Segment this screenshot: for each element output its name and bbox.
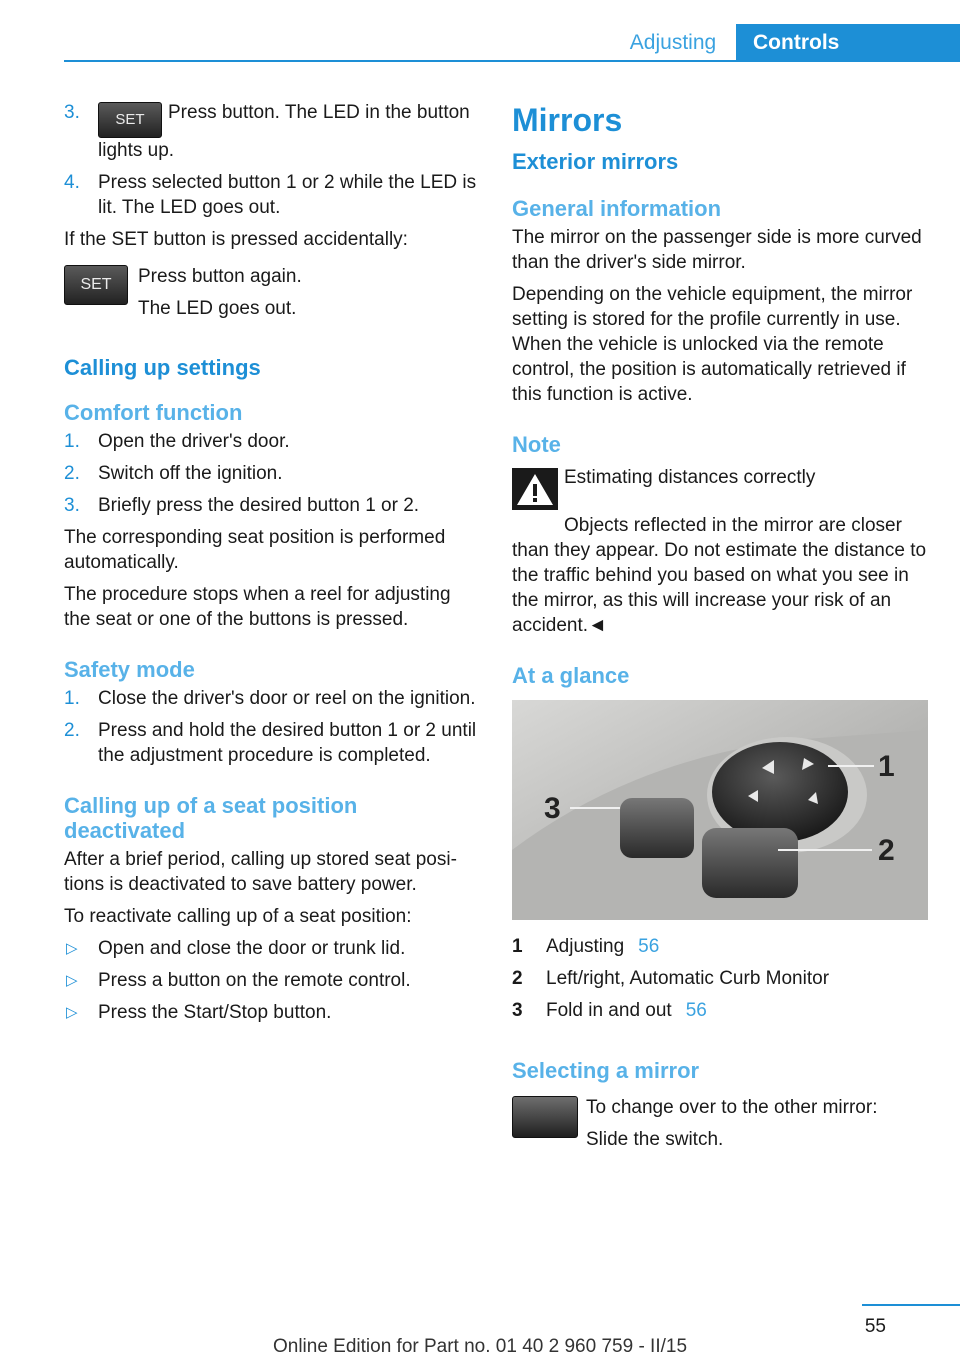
subsection-heading: Selecting a mirror bbox=[512, 1058, 700, 1083]
list-item: 1. Close the driver's door or reel on the ignition. bbox=[64, 688, 476, 709]
selecting-text: To change over to the other mirror: bbox=[586, 1097, 878, 1118]
page-title: Mirrors bbox=[512, 102, 623, 138]
step-number: 4. bbox=[64, 172, 80, 193]
note-title: Estimating distances correctly bbox=[564, 467, 816, 488]
general-paragraph: The mirror on the passenger side is more curved than the driver's side mirror. bbox=[512, 227, 922, 273]
bullet-triangle-icon: ▷ bbox=[66, 1004, 78, 1021]
list-item: ▷ Press the Start/Stop button. bbox=[66, 1002, 332, 1023]
table-row: 2 Left/right, Automatic Curb Monitor bbox=[512, 968, 830, 989]
subsection-heading: Safety mode bbox=[64, 657, 195, 682]
safety-steps bbox=[64, 686, 480, 768]
comfort-paragraph: The procedure stops when a reel for adjusting the seat or one of the buttons is pressed. bbox=[64, 584, 451, 630]
subsection-heading: General information bbox=[512, 196, 722, 221]
comfort-paragraph: The corresponding seat position is performed automatically. bbox=[64, 527, 446, 573]
list-item: 2. Switch off the ignition. bbox=[64, 463, 283, 484]
set-button-icon: SET bbox=[98, 102, 162, 138]
section-heading: Calling up settings bbox=[64, 355, 261, 380]
right-column bbox=[512, 100, 928, 1167]
again-text: Press button again. bbox=[138, 266, 302, 287]
bullet-triangle-icon: ▷ bbox=[66, 940, 78, 957]
table-row: 3 Fold in and out 56 bbox=[512, 1000, 707, 1021]
step-text: Press selected button 1 or 2 while the LED is lit. The LED goes out. bbox=[98, 172, 477, 218]
figure-label-2: 2 bbox=[878, 834, 895, 867]
figure-legend bbox=[512, 934, 928, 1030]
page-reference-link[interactable]: 56 bbox=[638, 936, 660, 957]
comfort-steps bbox=[64, 429, 480, 518]
reactivate-list bbox=[64, 936, 480, 1025]
set-steps bbox=[64, 100, 480, 220]
subsection-heading: Comfort function bbox=[64, 400, 243, 425]
warning-icon bbox=[512, 468, 558, 510]
step-number: 3. bbox=[64, 102, 80, 123]
deactivated-paragraph: After a brief period, calling up stored seat positions is deactivated to save battery power. bbox=[64, 849, 457, 895]
subsection-heading: Calling up of a seat position deactivated bbox=[64, 793, 358, 843]
subsection-heading: At a glance bbox=[512, 663, 630, 688]
figure-label-3: 3 bbox=[544, 792, 561, 825]
note-body: Objects reflected in the mirror are closer than they appear. Do not estimate the distance to the traffic behind you based on what you see in the mirror, as this will increase your risk of an accident.◄ bbox=[512, 515, 927, 636]
set-button-icon: SET bbox=[64, 265, 128, 305]
bullet-triangle-icon: ▷ bbox=[66, 972, 78, 989]
page-reference-link[interactable]: 56 bbox=[685, 1000, 707, 1021]
led-out-text: The LED goes out. bbox=[138, 298, 297, 319]
general-paragraph: Depending on the vehicle equipment, the mirror setting is stored for the profile currently in use. When the vehicle is unlocked via the remote control, the position is automatically retrieved if this function is active. bbox=[512, 284, 913, 405]
list-item bbox=[64, 100, 480, 163]
subsection-heading: Note bbox=[512, 432, 561, 457]
list-item: ▷ Press a button on the remote control. bbox=[66, 970, 411, 991]
header-chapter: Controls bbox=[736, 24, 960, 61]
list-item: ▷ Open and close the door or trunk lid. bbox=[66, 938, 406, 959]
header-section: Adjusting bbox=[629, 31, 717, 54]
note-block bbox=[512, 465, 928, 515]
selecting-text: Slide the switch. bbox=[586, 1129, 724, 1150]
header-rule bbox=[64, 60, 960, 62]
edition-footer: Online Edition for Part no. 01 40 2 960 759 - II/15 bbox=[272, 1336, 688, 1357]
set-button-image bbox=[64, 264, 138, 305]
reactivate-paragraph: To reactivate calling up of a seat position: bbox=[64, 906, 412, 927]
mirror-switch-icon bbox=[512, 1096, 578, 1138]
accidental-text: If the SET button is pressed accidentally: bbox=[64, 229, 408, 250]
list-item: 2. Press and hold the desired button 1 or 2 until the adjustment procedure is completed. bbox=[64, 720, 477, 766]
mirror-controls-figure bbox=[512, 700, 928, 920]
selecting-block bbox=[512, 1095, 928, 1159]
list-item bbox=[64, 170, 480, 220]
set-again-block bbox=[64, 264, 480, 328]
figure-label-1: 1 bbox=[878, 750, 895, 783]
step-text: Press button. The LED in the button lights up. bbox=[98, 102, 470, 161]
table-row: 1 Adjusting 56 bbox=[512, 936, 660, 957]
list-item: 3. Briefly press the desired button 1 or 2. bbox=[64, 495, 420, 516]
section-heading: Exterior mirrors bbox=[512, 149, 679, 174]
page-number: 55 bbox=[864, 1316, 886, 1337]
list-item: 1. Open the driver's door. bbox=[64, 431, 290, 452]
left-column bbox=[64, 100, 480, 1032]
footer-rule bbox=[862, 1304, 960, 1306]
